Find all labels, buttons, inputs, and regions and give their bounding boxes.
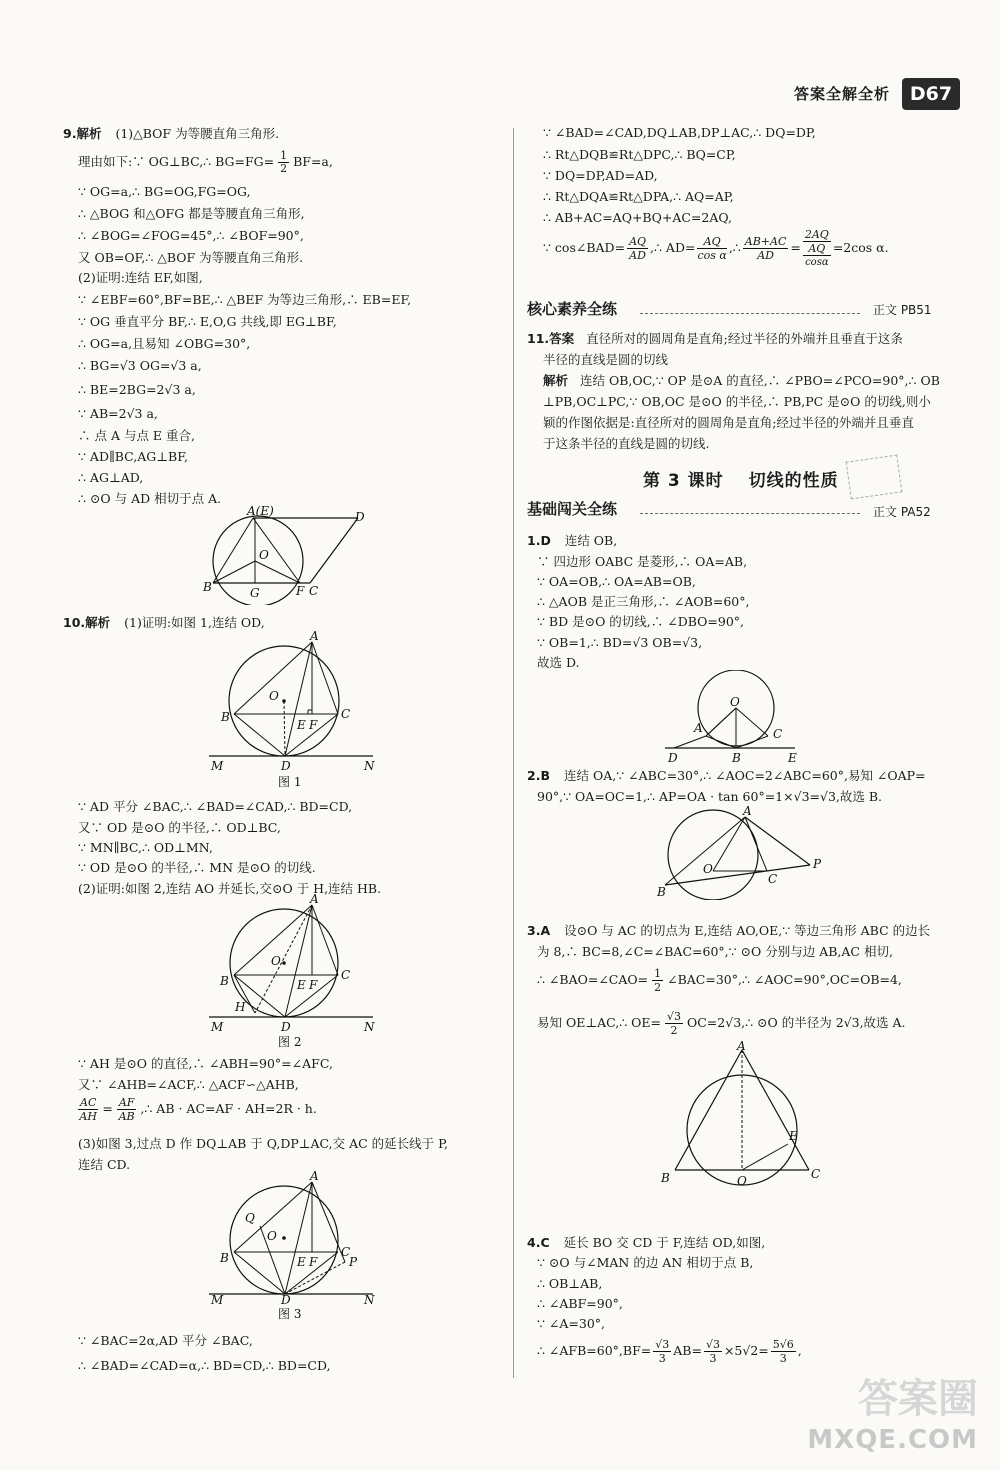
- r-cont-4: ∴ Rt△DQA≌Rt△DPA,∴ AQ=AP,: [543, 189, 734, 204]
- q9-line-13: ∵ AB=2√3 a,: [78, 406, 158, 421]
- r-cos-line: ∵ cos∠BAD= $\frac{AQ}{AD}$ ,∴ AD= $\frac{AQ}{\text{cos α}}$ ,∴ $\frac{AB+AC}{AD}$ = 2AQ AQ cosα =2cos α.: [543, 228, 889, 268]
- q9-line-3: ∵ OG=a,∴ BG=OG,FG=OG,: [78, 184, 251, 199]
- section-core-title: 核心素养全练: [527, 300, 618, 318]
- fig2-label-a: A: [310, 893, 319, 906]
- q3-figure: [655, 1040, 835, 1190]
- q9-fig-label-b: B: [203, 580, 212, 594]
- q3-fig-label-c: C: [811, 1167, 821, 1181]
- q1-figure: [660, 670, 800, 770]
- section-basic-title: 基础闯关全练: [527, 500, 618, 518]
- q10-ratio-line: $\frac{AC}{AH}$ = $\frac{AF}{AB}$ ,∴ AB · AC=AF · AH=2R · h.: [79, 1096, 317, 1123]
- fig2-label-b: B: [220, 974, 229, 988]
- q11-line-4: ⊥PB,OC⊥PC,∵ OB,OC 是⊙O 的半径,∴ PB,PC 是⊙O 的切线,则小: [543, 394, 931, 409]
- q10-p2-2: 又∵ ∠AHB=∠ACF,∴ △ACF∽△AHB,: [78, 1077, 299, 1092]
- q3-frac-root3: $\frac{√3}{2}$: [666, 1010, 681, 1037]
- frac-aq-cos: $\frac{AQ}{\text{cos α}}$: [697, 235, 727, 262]
- q3-fig-label-o: O: [737, 1174, 747, 1188]
- r-cont-5: ∴ AB+AC=AQ+BQ+AC=2AQ,: [543, 210, 732, 225]
- lesson-title: 第 3 课时 切线的性质: [643, 471, 839, 491]
- watermark-logo: 答案圈: [858, 1376, 978, 1422]
- fig3-label-c: C: [341, 1245, 351, 1259]
- q1-fig-label-a: A: [694, 721, 703, 735]
- fig2-label-h: H: [235, 1000, 246, 1014]
- fig1-label-e: E: [297, 718, 306, 732]
- fig1-label-n: N: [364, 759, 375, 773]
- q9-label: 9.解析: [63, 126, 102, 141]
- fig2-label-e: E: [297, 978, 306, 992]
- fig3-label-d: D: [281, 1293, 291, 1307]
- q10-figure-3: [205, 1170, 385, 1330]
- fig1-label-f: F: [309, 718, 318, 732]
- section-basic-dash: [640, 513, 860, 514]
- q1-fig-label-d: D: [668, 751, 678, 765]
- q1-line-7: 故选 D.: [537, 655, 580, 670]
- q10-p4-1: ∵ ∠BAC=2α,AD 平分 ∠BAC,: [78, 1333, 253, 1348]
- q3-line-2: 为 8,∴ BC=8,∠C=∠BAC=60°,∵ ⊙O 分别与边 AB,AC 相切,: [537, 944, 893, 959]
- q2-fig-label-p: P: [813, 857, 822, 871]
- q11-line-5: 颖的作图依据是:直径所对的圆周角是直角;经过半径的外端并且垂直: [543, 415, 914, 430]
- fig1-label-d: D: [281, 759, 291, 773]
- q9-fig-label-g: G: [250, 586, 260, 600]
- q9-fig-label-d: D: [355, 510, 365, 524]
- q4-label: 4.C: [527, 1235, 550, 1250]
- q2-fig-label-b: B: [657, 885, 666, 899]
- fig2-caption: 图 2: [278, 1035, 302, 1049]
- r-cont-3: ∵ DQ=DP,AD=AD,: [543, 168, 658, 183]
- fig3-label-e: E: [297, 1255, 306, 1269]
- frac-2aq-nested: 2AQ AQ cosα: [804, 228, 829, 268]
- section-core-dash: [640, 313, 860, 314]
- fig3-label-p: P: [349, 1255, 358, 1269]
- q10-figure-1: [205, 628, 385, 793]
- fig3-label-m: M: [211, 1293, 224, 1307]
- fig2-label-n: N: [364, 1020, 375, 1034]
- q1-fig-label-o: O: [730, 695, 740, 709]
- q9-line-15: ∵ AD∥BC,AG⊥BF,: [78, 449, 188, 464]
- fig2-label-o: O: [271, 954, 281, 968]
- q4-frac-3: $\frac{5√6}{3}$: [772, 1338, 794, 1365]
- fraction-af-ab: $\frac{AF}{AB}$: [118, 1096, 135, 1123]
- q10-p1-3: ∵ MN∥BC,∴ OD⊥MN,: [78, 840, 213, 855]
- q3-line-3: ∴ ∠BAO=∠CAO= $\frac{1}{2}$ ∠BAC=30°,∴ ∠AOC=90°,OC=OB=4,: [537, 967, 902, 994]
- q9-line-16: ∴ AG⊥AD,: [78, 470, 144, 485]
- q10-p1-1: ∵ AD 平分 ∠BAC,∴ ∠BAD=∠CAD,∴ BD=CD,: [78, 799, 353, 814]
- q10-figure-2: [205, 893, 385, 1053]
- q9-line-10: ∴ OG=a,且易知 ∠OBG=30°,: [78, 336, 251, 351]
- q3-fig-label-e: E: [789, 1129, 798, 1143]
- q1-line-5: ∵ BD 是⊙O 的切线,∴ ∠DBO=90°,: [537, 614, 745, 629]
- frac-sum-ad: $\frac{AB+AC}{AD}$: [744, 235, 787, 262]
- q3-fig-label-b: B: [661, 1171, 670, 1185]
- stamp-decoration: [846, 455, 903, 500]
- q9-fig-label-c: C: [309, 584, 319, 598]
- q1-fig-label-e: E: [788, 751, 797, 765]
- fig2-label-m: M: [211, 1020, 224, 1034]
- q11-line-1: 11.答案 直径所对的圆周角是直角;经过半径的外端并且垂直于这条: [527, 331, 903, 346]
- q1-line-4: ∴ △AOB 是正三角形,∴ ∠AOB=60°,: [537, 594, 750, 609]
- q10-p1-4: ∵ OD 是⊙O 的半径,∴ MN 是⊙O 的切线.: [78, 860, 316, 875]
- q1-line-6: ∵ OB=1,∴ BD=√3 OB=√3,: [537, 635, 703, 650]
- q1-label: 1.D: [527, 533, 551, 548]
- q3-label: 3.A: [527, 923, 551, 938]
- q9-line-9: ∵ OG 垂直平分 BF,∴ E,O,G 共线,即 EG⊥BF,: [78, 314, 337, 329]
- q9-line-8: ∵ ∠EBF=60°,BF=BE,∴ △BEF 为等边三角形,∴ EB=EF,: [78, 292, 412, 307]
- q9-line-14: ∴ 点 A 与点 E 重合,: [78, 428, 195, 443]
- page-number-badge: D67: [902, 78, 960, 110]
- fig1-label-c: C: [341, 707, 351, 721]
- q10-p4-2: ∴ ∠BAD=∠CAD=α,∴ BD=CD,∴ BD=CD,: [78, 1358, 331, 1373]
- q2-line-1: 2.B 连结 OA,∵ ∠ABC=30°,∴ ∠AOC=2∠ABC=60°,易知 ∠OAP=: [527, 768, 926, 783]
- q11-line-3: 解析 连结 OB,OC,∵ OP 是⊙A 的直径,∴ ∠PBO=∠PCO=90°,∴ OB: [543, 373, 940, 388]
- q10-label: 10.解析: [63, 615, 111, 630]
- q3-fig-label-a: A: [737, 1040, 746, 1053]
- q9-line-12: ∴ BE=2BG=2√3 a,: [78, 382, 196, 397]
- q4-line-3: ∴ OB⊥AB,: [537, 1276, 603, 1291]
- fig3-label-f: F: [309, 1255, 318, 1269]
- q2-fig-label-c: C: [768, 872, 778, 886]
- watermark-url: MXQE.COM: [807, 1425, 978, 1455]
- q4-frac-1: $\frac{√3}{3}$: [655, 1338, 670, 1365]
- q4-line-5: ∵ ∠A=30°,: [537, 1316, 606, 1331]
- q9-line-4: ∴ △BOG 和△OFG 都是等腰直角三角形,: [78, 206, 305, 221]
- fig3-caption: 图 3: [278, 1307, 302, 1321]
- q4-line-6: ∴ ∠AFB=60°,BF= $\frac{√3}{3}$ AB= $\frac{√3}{3}$ ×5√2= $\frac{5√6}{3}$ ,: [537, 1338, 802, 1365]
- column-divider: [513, 128, 514, 1378]
- q11-line-6: 于这条半径的直线是圆的切线.: [543, 436, 710, 451]
- q3-line-4: 易知 OE⊥AC,∴ OE= $\frac{√3}{2}$ OC=2√3,∴ ⊙O 的半径为 2√3,故选 A.: [537, 1010, 906, 1037]
- q2-fig-label-o: O: [703, 862, 713, 876]
- q2-label: 2.B: [527, 768, 550, 783]
- fraction-half: $\frac{1}{2}$: [280, 149, 288, 175]
- q1-line-3: ∵ OA=OB,∴ OA=AB=OB,: [537, 574, 696, 589]
- q9-line-11: ∴ BG=√3 OG=√3 a,: [78, 358, 202, 373]
- q11-label: 11.答案: [527, 331, 575, 346]
- fig2-label-f: F: [309, 978, 318, 992]
- q3-line-1: 3.A 设⊙O 与 AC 的切点为 E,连结 AO,OE,∵ 等边三角形 ABC 的边长: [527, 923, 931, 938]
- q4-line-2: ∵ ⊙O 与∠MAN 的边 AN 相切于点 B,: [537, 1255, 754, 1270]
- fig2-label-c: C: [341, 968, 351, 982]
- q9-fig-label-f: F: [296, 584, 305, 598]
- q10-p1-2: 又∵ OD 是⊙O 的半径,∴ OD⊥BC,: [78, 820, 281, 835]
- fig1-label-m: M: [211, 759, 224, 773]
- fig1-label-b: B: [221, 710, 230, 724]
- q1-fig-label-c: C: [773, 727, 783, 741]
- q1-line-1: 1.D 连结 OB,: [527, 533, 618, 548]
- q3-frac-half: $\frac{1}{2}$: [654, 967, 662, 994]
- fig3-label-o: O: [267, 1229, 277, 1243]
- q10-p3-2: 连结 CD.: [78, 1157, 131, 1172]
- q9-line-17: ∴ ⊙O 与 AD 相切于点 A.: [78, 491, 222, 506]
- fraction-ac-ah: $\frac{AC}{AH}$: [79, 1096, 97, 1123]
- q11-analysis-label: 解析: [543, 373, 569, 388]
- q4-line-4: ∴ ∠ABF=90°,: [537, 1296, 623, 1311]
- section-core-ref: 正文 PB51: [873, 303, 932, 317]
- fig3-label-n: N: [364, 1293, 375, 1307]
- q11-line-2: 半径的直线是圆的切线: [543, 352, 669, 367]
- q9-figure: [195, 505, 375, 605]
- q9-fig-label-a: A(E): [247, 505, 274, 518]
- r-cont-1: ∵ ∠BAD=∠CAD,DQ⊥AB,DP⊥AC,∴ DQ=DP,: [543, 125, 816, 140]
- q4-frac-2: $\frac{√3}{3}$: [705, 1338, 720, 1365]
- q1-fig-label-b: B: [732, 751, 741, 765]
- q1-line-2: ∵ 四边形 OABC 是菱形,∴ OA=AB,: [537, 554, 748, 569]
- fig3-label-b: B: [220, 1251, 229, 1265]
- q9-fig-label-o: O: [259, 548, 269, 562]
- q9-line-1: 9.解析 (1)△BOF 为等腰直角三角形.: [63, 126, 280, 141]
- q10-p1-5: (2)证明:如图 2,连结 AO 并延长,交⊙O 于 H,连结 HB.: [78, 881, 382, 896]
- fig3-label-q: Q: [245, 1211, 255, 1225]
- q9-line-2: 理由如下:∵ OG⊥BC,∴ BG=FG= $\frac{1}{2}$ BF=a,: [78, 149, 333, 175]
- fig2-label-d: D: [281, 1020, 291, 1034]
- q4-line-1: 4.C 延长 BO 交 CD 于 F,连结 OD,如图,: [527, 1235, 766, 1250]
- q10-p3-1: (3)如图 3,过点 D 作 DQ⊥AB 于 Q,DP⊥AC,交 AC 的延长线于 P,: [78, 1136, 449, 1151]
- frac-aq-ad: $\frac{AQ}{AD}$: [629, 235, 647, 262]
- fig1-label-a: A: [310, 629, 319, 643]
- fig1-label-o: O: [269, 689, 279, 703]
- q2-figure: [655, 805, 835, 900]
- q9-line-6: 又 OB=OF,∴ △BOF 为等腰直角三角形.: [78, 250, 304, 265]
- q2-line-2: 90°,∵ OA=OC=1,∴ AP=OA · tan 60°=1×√3=√3,故选 B.: [537, 789, 883, 804]
- fig1-caption: 图 1: [278, 775, 302, 789]
- section-basic-ref: 正文 PA52: [873, 505, 931, 519]
- q10-p2-1: ∵ AH 是⊙O 的直径,∴ ∠ABH=90°=∠AFC,: [78, 1056, 333, 1071]
- fig3-label-a: A: [310, 1170, 319, 1183]
- header-title: 答案全解全析: [793, 85, 890, 103]
- q2-fig-label-a: A: [743, 805, 752, 818]
- q9-line-5: ∴ ∠BOG=∠FOG=45°,∴ ∠BOF=90°,: [78, 228, 304, 243]
- r-cont-2: ∴ Rt△DQB≌Rt△DPC,∴ BQ=CP,: [543, 147, 736, 162]
- q9-line-7: (2)证明:连结 EF,如图,: [78, 270, 203, 285]
- q10-line-1: 10.解析 (1)证明:如图 1,连结 OD,: [63, 615, 265, 630]
